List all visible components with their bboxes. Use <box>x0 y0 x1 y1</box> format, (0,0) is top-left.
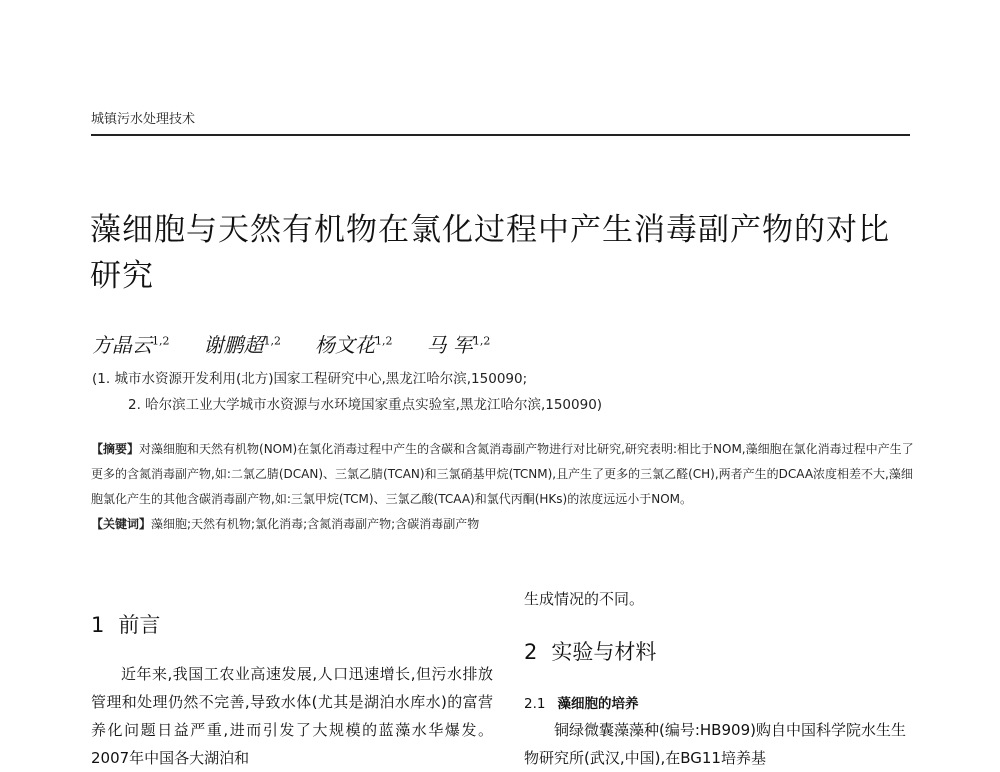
subsection-number: 2.1 <box>524 696 546 712</box>
header-rule <box>91 134 910 136</box>
section-number: 2 <box>524 640 538 664</box>
section-1-heading <box>91 609 160 639</box>
abstract <box>91 437 915 512</box>
keywords-label: 【关键词】 <box>91 517 152 531</box>
subsection-2-1-heading <box>524 692 638 712</box>
author-affil-sup: 1,2 <box>375 334 393 348</box>
author-affil-sup: 1,2 <box>472 334 491 348</box>
author-name: 方晶云 <box>92 333 152 357</box>
section-1-paragraph: 近年来,我国工农业高速发展,人口迅速增长,但污水排放管理和处理仍然不完善,导致水体(尤其是湖泊水库水)的富营养化问题日益严重,进而引发了大规模的蓝藻水华爆发。2007年中国各大湖泊和 <box>91 665 493 767</box>
paper-title: 藻细胞与天然有机物在氯化过程中产生消毒副产物的对比研究 <box>90 212 890 294</box>
author-affil-sup: 1,2 <box>152 334 170 348</box>
author-affil-sup: 1,2 <box>263 334 281 348</box>
running-header: 城镇污水处理技术 <box>91 112 196 127</box>
section-2-heading <box>524 636 656 666</box>
affiliation-1: (1. 城市水资源开发利用(北方)国家工程研究中心,黑龙江哈尔滨,150090; <box>92 371 528 387</box>
right-column-continuation: 生成情况的不同。 <box>524 590 645 608</box>
left-column-body <box>91 660 493 772</box>
keywords <box>91 512 915 537</box>
author-name: 杨文花 <box>315 333 375 357</box>
author-name: 谢鹏超 <box>203 333 264 357</box>
abstract-block <box>91 437 915 537</box>
section-title: 前言 <box>118 613 161 637</box>
author <box>204 329 282 358</box>
section-title: 实验与材料 <box>551 640 657 664</box>
subsection-title: 藻细胞的培养 <box>557 696 639 712</box>
keywords-text: 藻细胞;天然有机物;氯化消毒;含氮消毒副产物;含碳消毒副产物 <box>151 517 480 531</box>
abstract-label: 【摘要】 <box>91 442 140 456</box>
author-list <box>92 329 524 358</box>
author <box>92 329 170 358</box>
author <box>315 329 393 358</box>
author <box>427 329 491 358</box>
section-number: 1 <box>91 613 105 637</box>
affiliation-2: 2. 哈尔滨工业大学城市水资源与水环境国家重点实验室,黑龙江哈尔滨,150090) <box>128 397 603 413</box>
author-name: 马 军 <box>426 333 473 357</box>
section-2-paragraph: 铜绿微囊藻藻种(编号:HB909)购自中国科学院水生生物研究所(武汉,中国),在BG11培养基 <box>524 721 906 767</box>
abstract-text: 对藻细胞和天然有机物(NOM)在氯化消毒过程中产生的含碳和含氮消毒副产物进行对比研究,研究表明:相比于NOM,藻细胞在氯化消毒过程中产生了更多的含氮消毒副产物,如:二氯乙腈(DCAN)、三氯乙腈(TCAN)和三氯硝基甲烷(TCNM),且产生了更多的三氯乙醛(CH),两者产生的DCAA浓度相差不大,藻细胞氯化产生的其他含碳消毒副产物,如:三氯甲烷(TCM)、三氯乙酸(TCAA)和氯代丙酮(HKs)的浓度远远小于NOM。 <box>91 442 914 506</box>
